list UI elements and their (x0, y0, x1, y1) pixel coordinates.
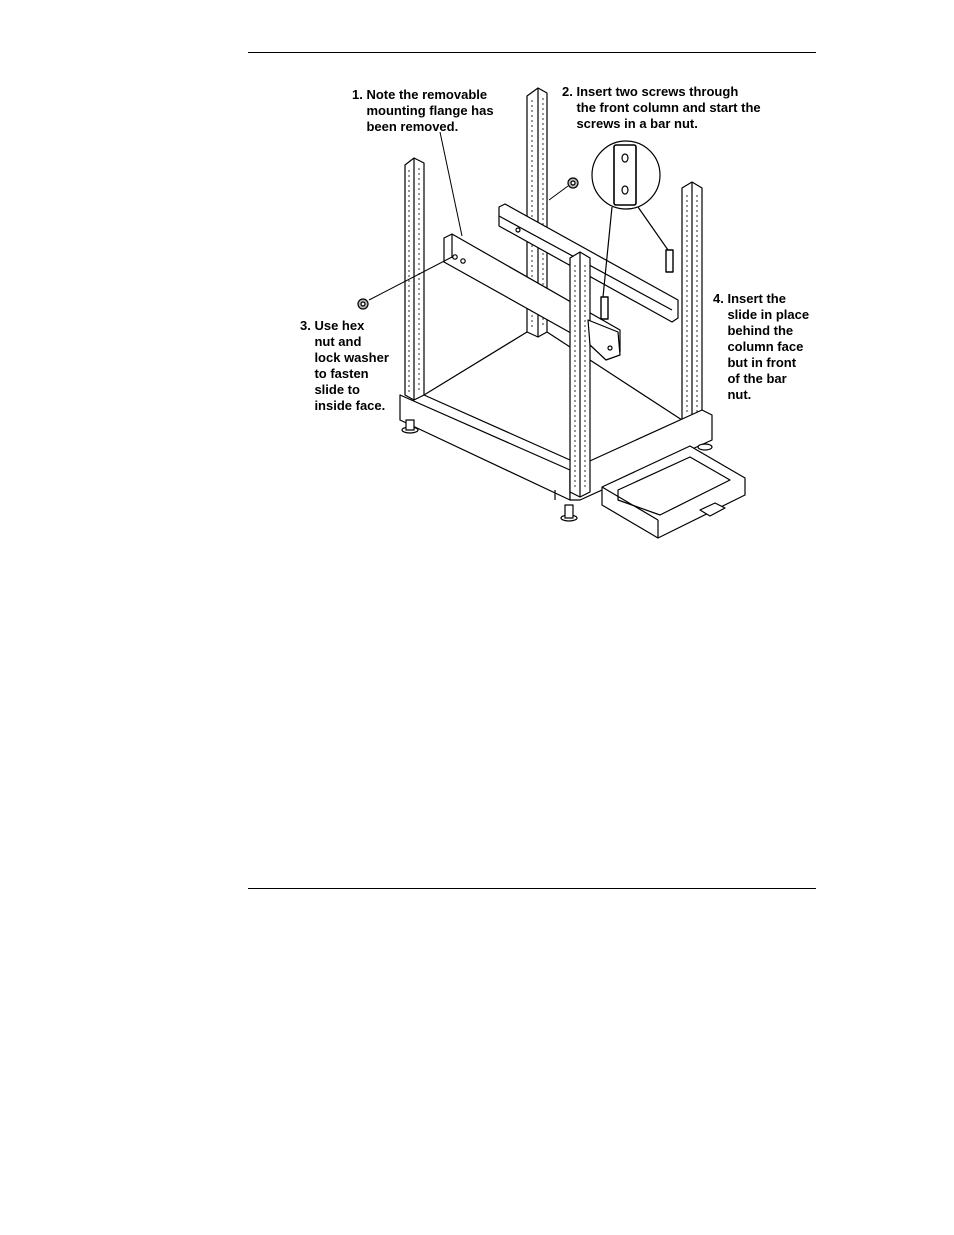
bar-nut-front (601, 297, 608, 319)
footer-rule (248, 888, 816, 889)
left-front-column (405, 158, 424, 400)
callout-step-4: 4. Insert the slide in place behind the column face but in front of the bar nut. (713, 291, 810, 402)
callout-step-3: 3. Use hex nut and lock washer to fasten slide to inside face. (300, 318, 389, 413)
callout-step-2: 2. Insert two screws through the front column and start the screws in a bar nut. (562, 84, 761, 131)
hex-nut-icon (358, 299, 368, 309)
slide-bracket (588, 320, 620, 360)
callout-step-1: 1. Note the removable mounting flange has been removed. (352, 87, 494, 134)
right-front-column (570, 252, 590, 497)
bar-nut-rear (666, 250, 673, 272)
right-rear-column (682, 182, 702, 426)
hex-nut-top-icon (568, 178, 578, 188)
